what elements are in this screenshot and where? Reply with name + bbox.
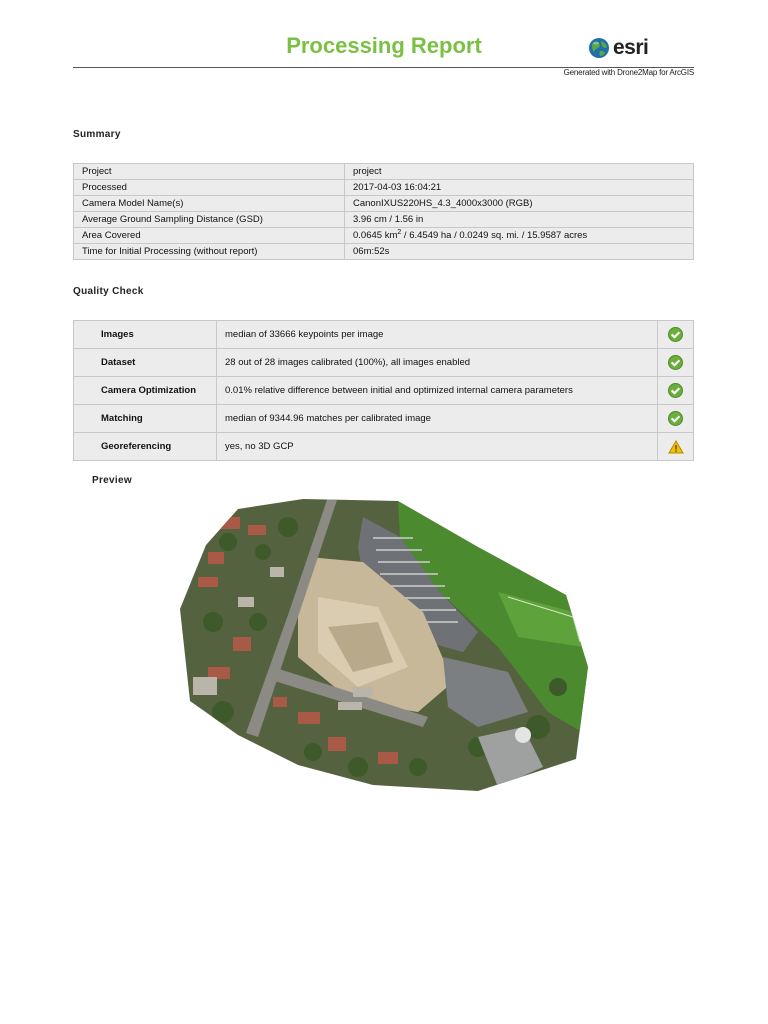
check-circle-icon xyxy=(668,411,683,426)
quality-value: median of 9344.96 matches per calibrated image xyxy=(217,405,658,433)
summary-value: project xyxy=(345,164,694,180)
area-superscript: 2 xyxy=(397,229,402,237)
summary-label: Camera Model Name(s) xyxy=(74,196,345,212)
summary-value xyxy=(345,228,694,244)
orthomosaic-preview xyxy=(178,497,590,797)
table-row xyxy=(74,212,694,228)
summary-value: CanonIXUS220HS_4.3_4000x3000 (RGB) xyxy=(345,196,694,212)
table-row xyxy=(74,377,694,405)
quality-label: Matching xyxy=(74,405,217,433)
logo-text: esri xyxy=(613,36,649,59)
quality-value: yes, no 3D GCP xyxy=(217,433,658,461)
summary-label: Average Ground Sampling Distance (GSD) xyxy=(74,212,345,228)
quality-heading: Quality Check xyxy=(73,286,144,297)
table-row xyxy=(74,164,694,180)
warning-triangle-icon xyxy=(668,440,684,454)
quality-label: Camera Optimization xyxy=(74,377,217,405)
generated-note: Generated with Drone2Map for ArcGIS xyxy=(563,68,694,77)
quality-label: Images xyxy=(74,321,217,349)
table-row xyxy=(74,196,694,212)
check-circle-icon xyxy=(668,383,683,398)
summary-heading: Summary xyxy=(73,129,121,140)
summary-label: Project xyxy=(74,164,345,180)
table-row xyxy=(74,180,694,196)
table-row xyxy=(74,405,694,433)
summary-label: Processed xyxy=(74,180,345,196)
area-km: 0.0645 km xyxy=(353,230,398,242)
table-row xyxy=(74,321,694,349)
quality-label: Georeferencing xyxy=(74,433,217,461)
summary-label: Time for Initial Processing (without report) xyxy=(74,244,345,260)
quality-value: median of 33666 keypoints per image xyxy=(217,321,658,349)
table-row xyxy=(74,433,694,461)
report-title: Processing Report xyxy=(286,33,482,58)
quality-table xyxy=(73,320,694,461)
quality-value: 0.01% relative difference between initial and optimized internal camera parameters xyxy=(217,377,658,405)
summary-value: 3.96 cm / 1.56 in xyxy=(345,212,694,228)
check-circle-icon xyxy=(668,355,683,370)
summary-label: Area Covered xyxy=(74,228,345,244)
summary-value: 06m:52s xyxy=(345,244,694,260)
area-rest: / 6.4549 ha / 0.0249 sq. mi. / 15.9587 acres xyxy=(401,230,588,242)
quality-label: Dataset xyxy=(74,349,217,377)
table-row xyxy=(74,349,694,377)
table-row xyxy=(74,244,694,260)
table-row xyxy=(74,228,694,244)
esri-logo xyxy=(588,36,648,60)
summary-table xyxy=(73,163,694,260)
globe-icon xyxy=(588,37,610,59)
quality-value: 28 out of 28 images calibrated (100%), all images enabled xyxy=(217,349,658,377)
summary-value: 2017-04-03 16:04:21 xyxy=(345,180,694,196)
preview-heading: Preview xyxy=(92,475,132,486)
check-circle-icon xyxy=(668,327,683,342)
